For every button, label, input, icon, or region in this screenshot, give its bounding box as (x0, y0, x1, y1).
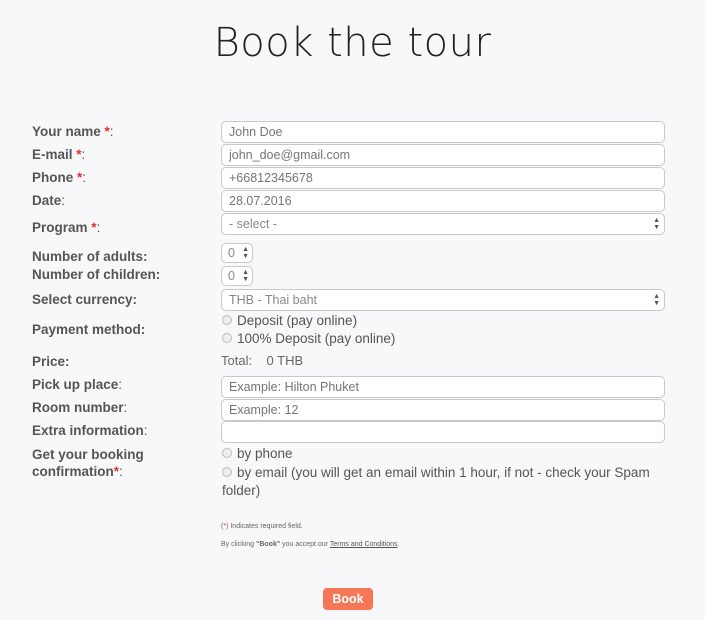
required-note: (*) Indicates required field. (221, 523, 303, 530)
page-title: Book the tour (213, 20, 492, 66)
adults-value: 0 (228, 246, 235, 260)
payment-label: Payment method: (32, 322, 146, 337)
email-input[interactable] (221, 144, 665, 166)
stepper-arrows-icon[interactable]: ▲ ▼ (242, 269, 249, 283)
phone-label: Phone *: (32, 170, 87, 185)
pickup-label: Pick up place: (32, 377, 123, 392)
book-button[interactable]: Book (323, 588, 373, 610)
select-arrows-icon: ▲ ▼ (653, 217, 660, 231)
children-stepper[interactable] (221, 266, 253, 286)
select-arrows-icon: ▲ ▼ (653, 293, 660, 307)
extra-label: Extra information: (32, 423, 148, 438)
adults-stepper[interactable] (221, 243, 253, 263)
phone-input[interactable] (221, 167, 665, 189)
stepper-arrows-icon[interactable]: ▲ ▼ (242, 246, 249, 260)
room-label: Room number: (32, 400, 128, 415)
confirmation-option-email[interactable]: by email (you will get an email within 1 hour, if not - check your Spam folder) (222, 465, 650, 498)
confirmation-label: Get your booking confirmation*: (32, 447, 144, 479)
adults-label: Number of adults: (32, 249, 148, 264)
radio-icon[interactable] (222, 448, 232, 458)
name-input[interactable] (221, 121, 665, 143)
price-label: Price: (32, 354, 70, 369)
terms-link[interactable]: Terms and Conditions (329, 541, 398, 548)
payment-option-full-deposit[interactable]: 100% Deposit (pay online) (222, 331, 395, 346)
name-label: Your name *: (32, 124, 114, 139)
price-total-value: 0 THB (266, 353, 304, 368)
date-input[interactable] (221, 190, 665, 212)
currency-select[interactable] (221, 289, 665, 311)
children-label: Number of children: (32, 267, 161, 282)
extra-input[interactable] (221, 421, 665, 443)
email-label: E-mail *: (32, 147, 86, 162)
room-input[interactable] (221, 399, 665, 421)
date-label: Date: (32, 193, 66, 208)
program-label: Program *: (32, 220, 101, 235)
pickup-input[interactable] (221, 376, 665, 398)
terms-note: By clicking "Book" you accept our Terms and Conditions. (221, 541, 400, 548)
program-select[interactable] (221, 213, 665, 235)
confirmation-option-phone[interactable]: by phone (222, 446, 293, 461)
currency-label: Select currency: (32, 292, 138, 307)
radio-icon[interactable] (222, 333, 232, 343)
payment-option-deposit[interactable]: Deposit (pay online) (222, 313, 357, 328)
radio-icon[interactable] (222, 315, 232, 325)
price-total (221, 353, 303, 368)
children-value: 0 (228, 269, 235, 283)
program-select-value: - select - (229, 217, 277, 231)
price-total-label: Total: (221, 353, 253, 368)
radio-icon[interactable] (222, 467, 232, 477)
currency-select-value: THB - Thai baht (229, 293, 318, 307)
